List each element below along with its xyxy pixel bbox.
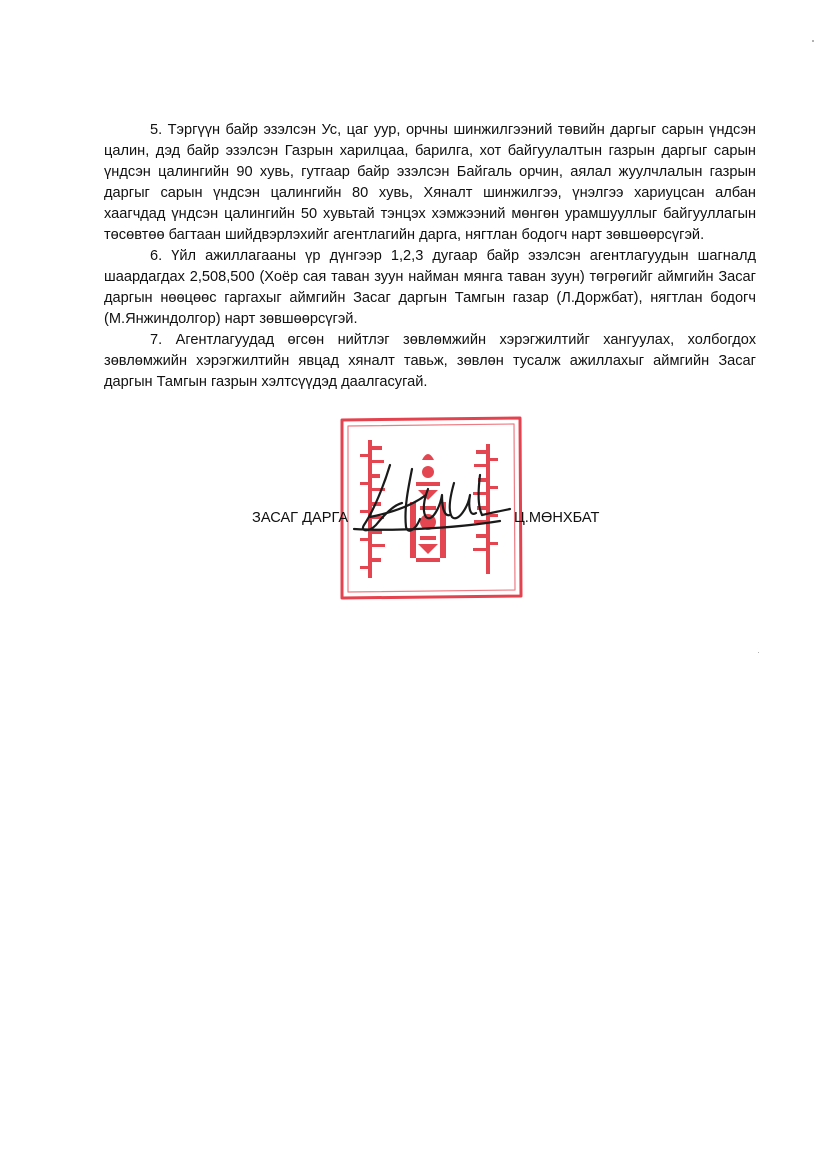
signatory-title: ЗАСАГ ДАРГА xyxy=(252,510,349,526)
official-seal-icon xyxy=(330,410,526,604)
scan-speck xyxy=(812,40,814,42)
document-body xyxy=(104,120,756,393)
handwritten-signature-icon xyxy=(350,455,520,550)
paragraph-6: 6. Үйл ажиллагааны үр дүнгээр 1,2,3 дугаар байр эзэлсэн агентлагуудын шагналд шаардагдах 2,508,500 (Хоёр сая таван зуун найман мянга таван зуун) төгрөгийг аймгийн Засаг даргын нөөцөөс гаргахыг аймгийн Засаг даргын Тамгын газар (Л.Доржбат), нягтлан бодогч (М.Янжиндолгор) нарт зөвшөөрсүгэй. xyxy=(104,248,756,327)
scan-speck xyxy=(758,652,759,653)
paragraph-7: 7. Агентлагуудад өгсөн нийтлэг зөвлөмжийн хэрэгжилтийг хангуулах, холбогдох зөвлөмжийн хэрэгжилтийн явцад хяналт тавьж, зөвлөн тусалж ажиллахыг аймгийн Засаг даргын Тамгын газрын хэлтсүүдэд даалгасугай. xyxy=(104,332,756,390)
signatory-name: Ц.МӨНХБАТ xyxy=(514,510,600,526)
paragraph-5: 5. Тэргүүн байр эзэлсэн Ус, цаг уур, орчны шинжилгээний төвийн даргыг сарын үндсэн цалин, дэд байр эзэлсэн Газрын харилцаа, барилга, хот байгуулалтын газрын даргыг сарын үндсэн цалингийн 90 хувь, гутгаар байр эзэлсэн Байгаль орчин, аялал жуулчлалын газрын даргыг сарын үндсэн цалингийн 80 хувь, Хяналт шинжилгээ, үнэлгээ хариуцсан албан хаагчдад үндсэн цалингийн 50 хувьтай тэнцэх хэмжээний мөнгөн урамшууллыг байгууллагын төсөвтөө багтаан шийдвэрлэхийг агентлагийн дарга, нягтлан бодогч нарт зөвшөөрсүгэй. xyxy=(104,122,756,243)
